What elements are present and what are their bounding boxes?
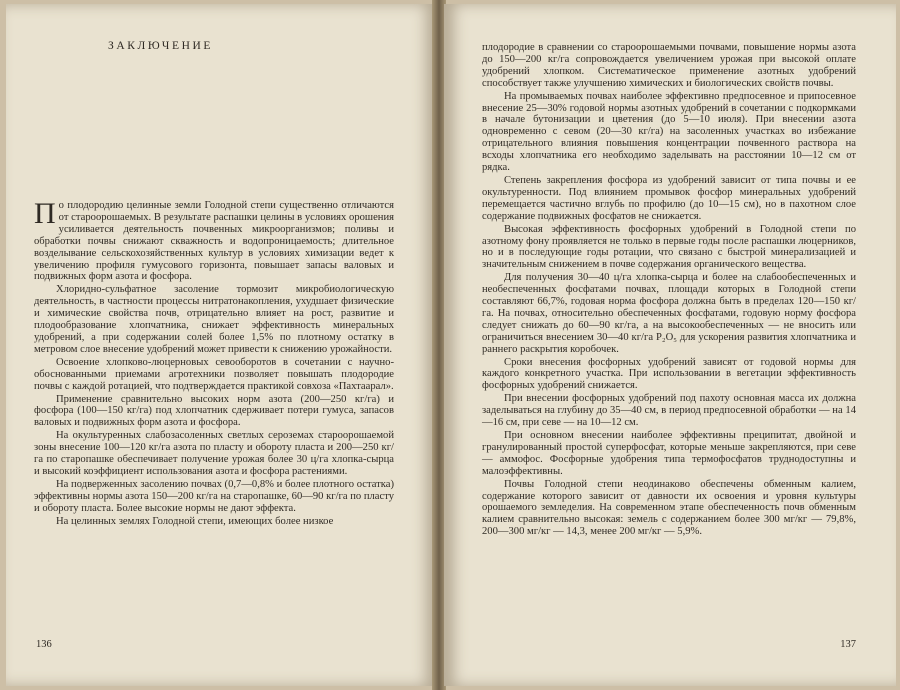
right-page	[444, 4, 896, 686]
chapter-heading: ЗАКЛЮЧЕНИЕ	[108, 40, 214, 52]
paragraph: плодородие в сравнении со староорошаемыми почвами, повышение нормы азота до 150—200 кг/га сопровождается увеличением урожая при высокой оплате удобрений хлопком. Систематическое применение азотных удобрений способствует также улучшению химических и биологических свойств почвы.	[482, 42, 856, 89]
paragraph: На промываемых почвах наиболее эффективно предпосевное и припосевное внесение 25—30% годовой нормы азотных удобрений в сочетании с подкормками в начале бутонизации и цветения (до 5—10 июля). При внесении азота одновременно с севом (20—30 кг/га) на засоленных участках во избежание отрицательного влияния повышения концентрации почвенного раствора на всходы хлопчатника его необходимо заделывать на расстоянии 10—12 см от рядка.	[482, 90, 856, 174]
paragraph: Почвы Голодной степи неодинаково обеспечены обменным калием, содержание которого зависит от давности их освоения и уровня культуры орошаемого земледелия. На современном этапе обеспеченность почв обменным калием сравнительно высокая: земель с содержанием более 300 мг/кг — 79,8%, 200—300 мг/кг — 14,3, менее 200 мг/кг — 5,9%.	[482, 478, 856, 538]
paragraph: На целинных землях Голодной степи, имеющих более низкое	[56, 515, 334, 527]
paragraph: Для получения 30—40 ц/га хлопка-сырца и более на слабообеспеченных и необеспеченных фосфатами почвах, площади которых в Голодной степи составляют 66,7%, годовая норма фосфора должна быть в пределах 120—150 кг/га. На почвах, относительно обеспеченных фосфатами, годовую норму фосфора следует снижать до 60—90 кг/га, а на высокообеспеченных — не вносить или ограничиться внесением 30—40 кг/га P₂O₅ для ускорения развития хлопчатника и раннего раскрытия коробочек.	[482, 272, 856, 355]
paragraph	[34, 197, 394, 283]
left-page	[6, 4, 434, 686]
paragraph: На подверженных засолению почвах (0,7—0,8% и более плотного остатка) эффективны нормы азота 150—200 кг/га на старопашке, 60—90 кг/га по пласту и обороту пласта. Более высокие нормы не дают эффекта.	[34, 478, 394, 514]
paragraph: При внесении фосфорных удобрений под пахоту основная масса их должна заделываться на глубину до 35—40 см, в период предпосевной обработки — на 14—16 см, при севе — на 10—12 см.	[482, 393, 856, 429]
paragraph: Хлоридно-сульфатное засоление тормозит микробиологическую деятельность, в частности процессы нитратонакопления, ухудшает физические и химические свойства почв, отрицательно влияет на рост, развитие и плодообразование хлопчатника, снижает эффективность минеральных удобрений, а при содержании солей более 1,5% по плотному остатку в метровом слое внесение удобрений может привести к снижению урожайности.	[34, 284, 394, 355]
paragraph: Применение сравнительно высоких норм азота (200—250 кг/га) и фосфора (100—150 кг/га) под хлопчатник сдерживает потери гумуса, запасов валовых и подвижных форм азота и фосфора.	[34, 393, 394, 429]
paragraph: Сроки внесения фосфорных удобрений зависят от годовой нормы для каждого конкретного участка. При использовании в вегетации эффективность фосфорных удобрений снижается.	[482, 356, 856, 392]
page-number-right: 137	[840, 639, 856, 650]
paragraph: При основном внесении наиболее эффективны преципитат, двойной и гранулированный простой суперфосфат, которые меньше закрепляются, при севе — аммофос. Фосфорные удобрения типа термофосфатов труднодоступны и малоэффективны.	[482, 430, 856, 477]
paragraph: Освоение хлопково-люцерновых севооборотов в сочетании с научно-обоснованными приемами агротехники позволяет повышать плодородие почвы с каждой ротацией, что подтверждается практикой совхоза «Пахтаарал».	[34, 356, 394, 392]
paragraph: На окультуренных слабозасоленных светлых сероземах староорошаемой зоны внесение 100—120 кг/га азота по пласту и обороту пласта и 200—250 кг/га по старопашке обеспечивает получение урожая более 30 ц/га хлопка-сырца и высокий коэффициент использования азота и фосфора растениями.	[34, 430, 394, 477]
right-page-text	[482, 42, 856, 538]
paragraph-text: о плодородию целинные земли Голодной степи существенно отличаются от староорошаемых. В результате распашки целины в условиях орошения усиливается деятельность почвенных микроорганизмов; поливы и обработки почвы снижают скважность и водопроницаемость; длительное возделывание сельскохозяйственных культур в условиях химизации ведет к увеличению профиля гумусового горизонта, повышает запасы валовых и подвижных форм азота и фосфора.	[34, 200, 394, 283]
left-page-text	[34, 40, 394, 527]
paragraph: Степень закрепления фосфора из удобрений зависит от типа почвы и ее окультуренности. Под влиянием промывок фосфор минеральных удобрений перемещается частично вглубь по профилю (до 10—15 см), но в пахотном слое содержание подвижных фосфатов не снижается.	[482, 174, 856, 222]
paragraph: Высокая эффективность фосфорных удобрений в Голодной степи по азотному фону проявляется не только в первые годы после распашки люцерников, но и в последующие годы ротации, что связано с быстрой минерализацией и значительным снижением в почве содержания органического вещества.	[482, 223, 856, 271]
page-number-left: 136	[36, 639, 52, 650]
drop-cap: П	[34, 197, 56, 230]
